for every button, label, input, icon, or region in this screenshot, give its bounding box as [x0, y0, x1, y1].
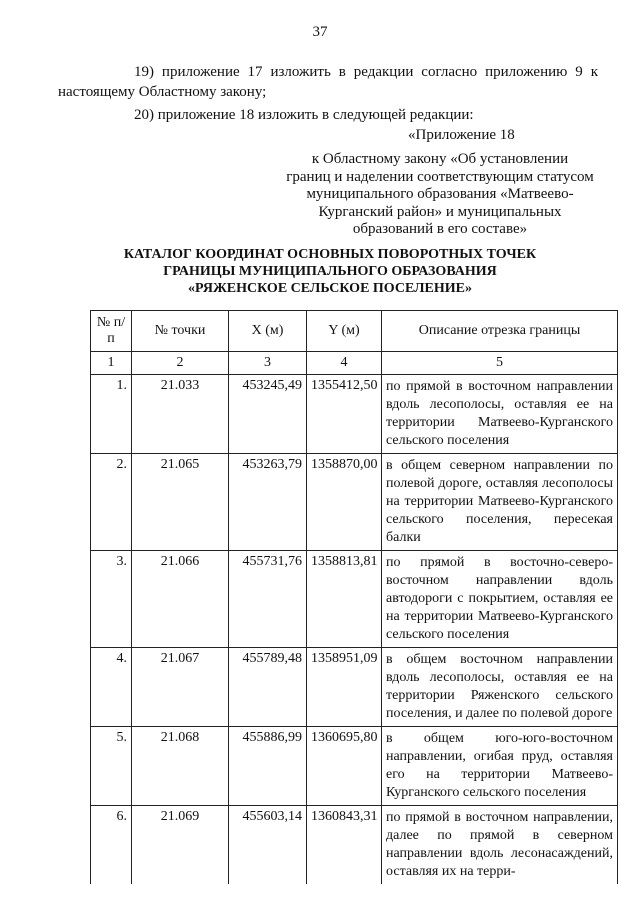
appendix-subtitle-line: Курганский район» и муниципальных	[318, 203, 562, 220]
segment-description: в общем северном направлении по полевой дороге, оставляя лесополосы на территории Матвеево-Курганского сельского поселения, пересекая балки	[382, 454, 618, 551]
segment-description: в общем юго-юго-восточном направлении, огибая пруд, оставляя его на территории Матвеево-Курганского сельского поселения	[382, 727, 618, 806]
x-coordinate: 455603,14	[229, 806, 307, 885]
point-id: 21.065	[132, 454, 229, 551]
page-number: 37	[312, 24, 328, 40]
appendix-subtitle-line: образований в его составе»	[352, 221, 528, 237]
point-id: 21.067	[132, 648, 229, 727]
row-number: 1.	[91, 375, 132, 454]
header-cell-point: № точки	[132, 311, 229, 352]
y-coordinate: 1360843,31	[307, 806, 382, 885]
index-cell: 3	[229, 352, 307, 375]
coordinates-table	[90, 310, 618, 884]
point-id: 21.068	[132, 727, 229, 806]
appendix-subtitle-line: муниципального образования «Матвеево-	[306, 186, 574, 202]
segment-description: в общем восточном направлении вдоль лесополосы, оставляя ее на территории Ряженского сельского поселения, и далее по полевой дороге	[382, 648, 618, 727]
y-coordinate: 1360695,80	[307, 727, 382, 806]
catalog-title-line: КАТАЛОГ КООРДИНАТ ОСНОВНЫХ ПОВОРОТНЫХ ТОЧЕК	[123, 247, 537, 262]
row-number: 4.	[91, 648, 132, 727]
index-cell: 2	[132, 352, 229, 375]
table-row	[91, 454, 618, 551]
y-coordinate: 1358951,09	[307, 648, 382, 727]
row-number: 3.	[91, 551, 132, 648]
row-number: 5.	[91, 727, 132, 806]
point-id: 21.033	[132, 375, 229, 454]
paragraph-20: 20) приложение 18 изложить в следующей редакции:	[134, 107, 474, 123]
appendix-subtitle-line: к Областному закону «Об установлении	[311, 151, 569, 167]
appendix-subtitle	[270, 151, 610, 239]
appendix-subtitle-line: границ и наделении соответствующим статусом	[286, 168, 594, 185]
header-cell-y: Y (м)	[307, 311, 382, 352]
x-coordinate: 453263,79	[229, 454, 307, 551]
index-cell: 4	[307, 352, 382, 375]
x-coordinate: 455731,76	[229, 551, 307, 648]
y-coordinate: 1358870,00	[307, 454, 382, 551]
table-header-row	[91, 311, 618, 352]
point-id: 21.069	[132, 806, 229, 885]
paragraph-19: 19) приложение 17 изложить в редакции согласно приложению 9 к настоящему Областному закону;	[58, 64, 598, 100]
header-cell-number: № п/п	[91, 311, 132, 352]
table-index-row	[91, 352, 618, 375]
x-coordinate: 453245,49	[229, 375, 307, 454]
header-cell-description: Описание отрезка границы	[382, 311, 618, 352]
header-cell-x: X (м)	[229, 311, 307, 352]
y-coordinate: 1355412,50	[307, 375, 382, 454]
table-row	[91, 727, 618, 806]
table-row	[91, 806, 618, 885]
index-cell: 5	[382, 352, 618, 375]
table-row	[91, 375, 618, 454]
segment-description: по прямой в восточном направлении вдоль лесополосы, оставляя ее на территории Матвеево-Курганского сельского поселения	[382, 375, 618, 454]
point-id: 21.066	[132, 551, 229, 648]
appendix-title: «Приложение 18	[408, 127, 515, 143]
row-number: 6.	[91, 806, 132, 885]
catalog-title-line: «РЯЖЕНСКОЕ СЕЛЬСКОЕ ПОСЕЛЕНИЕ»	[187, 281, 473, 296]
table-row	[91, 648, 618, 727]
catalog-title	[60, 246, 600, 297]
catalog-title-line: ГРАНИЦЫ МУНИЦИПАЛЬНОГО ОБРАЗОВАНИЯ	[163, 264, 497, 279]
index-cell: 1	[91, 352, 132, 375]
segment-description: по прямой в восточном направлении, далее по прямой в северном направлении вдоль лесонасаждений, оставляя их на терри-	[382, 806, 618, 885]
y-coordinate: 1358813,81	[307, 551, 382, 648]
table-row	[91, 551, 618, 648]
row-number: 2.	[91, 454, 132, 551]
x-coordinate: 455886,99	[229, 727, 307, 806]
segment-description: по прямой в восточно-северо-восточном направлении вдоль автодороги с покрытием, оставляя ее на территории Матвеево-Курганского сельского поселения	[382, 551, 618, 648]
x-coordinate: 455789,48	[229, 648, 307, 727]
